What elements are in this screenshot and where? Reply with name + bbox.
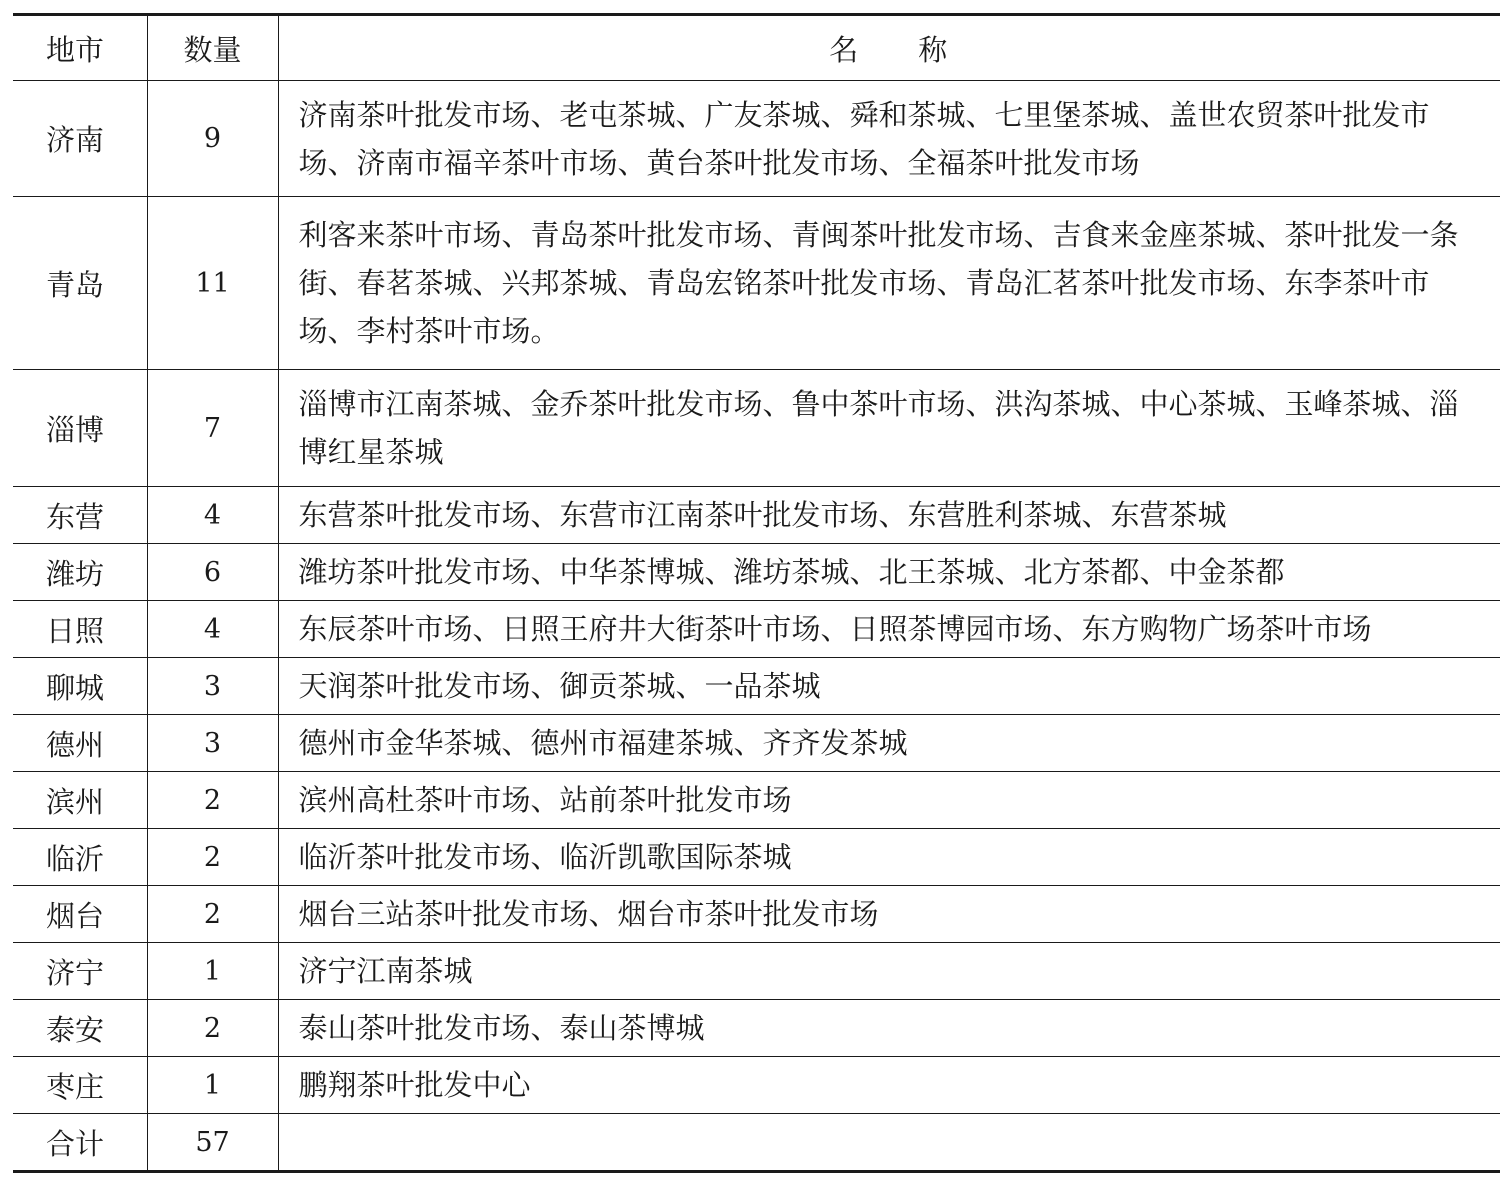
table-row	[13, 81, 1500, 197]
table-row	[13, 1057, 1500, 1114]
count-cell: 1	[147, 943, 278, 1000]
table-row	[13, 886, 1500, 943]
names-cell: 济南茶叶批发市场、老屯茶城、广友茶城、舜和茶城、七里堡茶城、盖世农贸茶叶批发市场、济南市福辛茶叶市场、黄台茶叶批发市场、全福茶叶批发市场	[278, 81, 1500, 197]
names-cell: 临沂茶叶批发市场、临沂凯歌国际茶城	[278, 829, 1500, 886]
total-row	[13, 1114, 1500, 1172]
count-cell: 6	[147, 544, 278, 601]
names-cell: 天润茶叶批发市场、御贡茶城、一品茶城	[278, 658, 1500, 715]
city-cell: 日照	[13, 601, 147, 658]
names-cell: 济宁江南茶城	[278, 943, 1500, 1000]
city-cell: 济宁	[13, 943, 147, 1000]
header-names-left: 名	[829, 32, 861, 67]
count-cell: 1	[147, 1057, 278, 1114]
header-row	[13, 15, 1500, 81]
names-cell: 东营茶叶批发市场、东营市江南茶叶批发市场、东营胜利茶城、东营茶城	[278, 487, 1500, 544]
count-cell: 4	[147, 601, 278, 658]
count-cell: 7	[147, 370, 278, 487]
table-row	[13, 197, 1500, 370]
table-row	[13, 943, 1500, 1000]
total-count-cell: 57	[147, 1114, 278, 1172]
count-cell: 3	[147, 658, 278, 715]
names-cell: 潍坊茶叶批发市场、中华茶博城、潍坊茶城、北王茶城、北方茶都、中金茶都	[278, 544, 1500, 601]
header-names	[278, 15, 1500, 81]
city-cell: 烟台	[13, 886, 147, 943]
table-row	[13, 715, 1500, 772]
city-cell: 泰安	[13, 1000, 147, 1057]
names-cell: 东辰茶叶市场、日照王府井大街茶叶市场、日照茶博园市场、东方购物广场茶叶市场	[278, 601, 1500, 658]
names-cell: 德州市金华茶城、德州市福建茶城、齐齐发茶城	[278, 715, 1500, 772]
city-cell: 淄博	[13, 370, 147, 487]
table-row	[13, 772, 1500, 829]
count-cell: 2	[147, 829, 278, 886]
header-count: 数量	[147, 15, 278, 81]
table-row	[13, 1000, 1500, 1057]
city-cell: 东营	[13, 487, 147, 544]
total-label-cell: 合计	[13, 1114, 147, 1172]
count-cell: 9	[147, 81, 278, 197]
count-cell: 11	[147, 197, 278, 370]
city-cell: 滨州	[13, 772, 147, 829]
count-cell: 2	[147, 772, 278, 829]
count-cell: 2	[147, 1000, 278, 1057]
table-row	[13, 601, 1500, 658]
city-cell: 德州	[13, 715, 147, 772]
table-row	[13, 544, 1500, 601]
header-names-right: 称	[918, 32, 950, 67]
names-cell: 利客来茶叶市场、青岛茶叶批发市场、青闽茶叶批发市场、吉食来金座茶城、茶叶批发一条街、春茗茶城、兴邦茶城、青岛宏铭茶叶批发市场、青岛汇茗茶叶批发市场、东李茶叶市场、李村茶叶市场。	[278, 197, 1500, 370]
city-cell: 青岛	[13, 197, 147, 370]
city-cell: 济南	[13, 81, 147, 197]
city-cell: 潍坊	[13, 544, 147, 601]
table-row	[13, 370, 1500, 487]
names-cell: 泰山茶叶批发市场、泰山茶博城	[278, 1000, 1500, 1057]
names-cell: 鹏翔茶叶批发中心	[278, 1057, 1500, 1114]
count-cell: 3	[147, 715, 278, 772]
table-row	[13, 829, 1500, 886]
count-cell: 2	[147, 886, 278, 943]
city-cell: 聊城	[13, 658, 147, 715]
names-cell: 淄博市江南茶城、金乔茶叶批发市场、鲁中茶叶市场、洪沟茶城、中心茶城、玉峰茶城、淄博红星茶城	[278, 370, 1500, 487]
tea-market-table	[13, 13, 1500, 1173]
names-cell: 滨州高杜茶叶市场、站前茶叶批发市场	[278, 772, 1500, 829]
city-cell: 临沂	[13, 829, 147, 886]
names-cell: 烟台三站茶叶批发市场、烟台市茶叶批发市场	[278, 886, 1500, 943]
city-cell: 枣庄	[13, 1057, 147, 1114]
header-city: 地市	[13, 15, 147, 81]
table-row	[13, 487, 1500, 544]
total-names-cell	[278, 1114, 1500, 1172]
count-cell: 4	[147, 487, 278, 544]
table-row	[13, 658, 1500, 715]
